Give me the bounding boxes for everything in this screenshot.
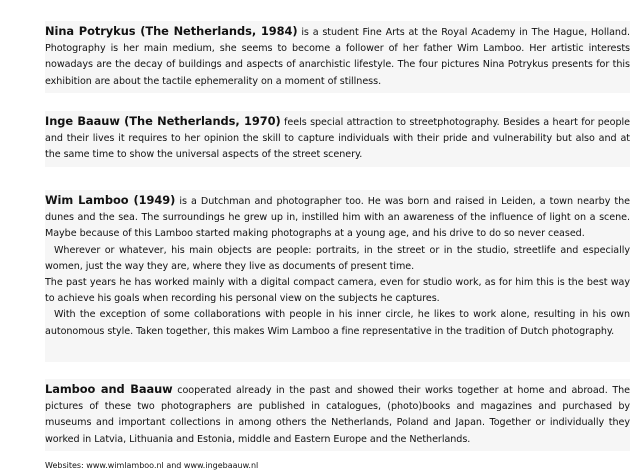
bio-text: feels special attraction to streetphotography. Besides a heart for people and their lives it requires to her opinion the skill to capture individuals with their pride and vulnerability but also and at the same time to show the universal aspects of the street scenery. <box>45 117 630 161</box>
bio-paragraph <box>45 23 630 90</box>
bio-name: Inge Baauw (The Netherlands, 1970) <box>45 114 281 128</box>
bio-nina-potrykus <box>45 21 630 93</box>
bio-name: Wim Lamboo (1949) <box>45 193 176 207</box>
bio-paragraph <box>45 381 630 448</box>
bio-paragraph: With the exception of some collaborations with people in his inner circle, he likes to work alone, resulting in his own autonomous style. Taken together, this makes Wim Lamboo a fine representative in the tradition of Dutch photography. <box>45 309 630 337</box>
bio-name: Lamboo and Baauw <box>45 382 173 396</box>
document-body <box>45 21 630 472</box>
bio-inge-baauw <box>45 111 630 167</box>
bio-text: is a Dutchman and photographer too. He was born and raised in Leiden, a town nearby the dunes and the sea. The surroundings he grew up in, instilled him with an awareness of the influence of light on a scene. Maybe because of this Lamboo started making photographs at a young age, and his drive to do so never ceased. <box>45 196 630 240</box>
bio-wim-lamboo <box>45 190 630 362</box>
websites-line: Websites: www.wimlamboo.nl and www.ingebaauw.nl <box>45 461 259 470</box>
bio-paragraph: Wherever or whatever, his main objects are people: portraits, in the street or in the studio, streetlife and especially women, just the way they are, where they live as documents of present time. <box>45 244 630 272</box>
bio-name: Nina Potrykus (The Netherlands, 1984) <box>45 24 298 38</box>
bio-text: is a student Fine Arts at the Royal Academy in The Hague, Holland. Photography is her main medium, she seems to become a follower of her father Wim Lamboo. Her artistic interests nowadays are the decay of buildings and aspects of anarchistic lifestyle. The four pictures Nina Potrykus presents for this exhibition are about the tactile ephemerality on a moment of stillness. <box>45 27 630 87</box>
bio-paragraph <box>45 113 630 164</box>
bio-lamboo-and-baauw <box>45 379 630 451</box>
bio-paragraph <box>45 192 630 243</box>
bio-text: cooperated already in the past and showed their works together at home and abroad. The pictures of these two photographers are published in catalogues, (photo)books and magazines and purchased by museums and important collections in among others the Netherlands, Poland and Japan. Together or individually they worked in Latvia, Lithuania and Estonia, middle and Eastern Europe and the Netherlands. <box>45 385 631 445</box>
bio-paragraph: The past years he has worked mainly with a digital compact camera, even for studio work, as for him this is the best way to achieve his goals when recording his personal view on the subjects he captures. <box>45 277 630 305</box>
